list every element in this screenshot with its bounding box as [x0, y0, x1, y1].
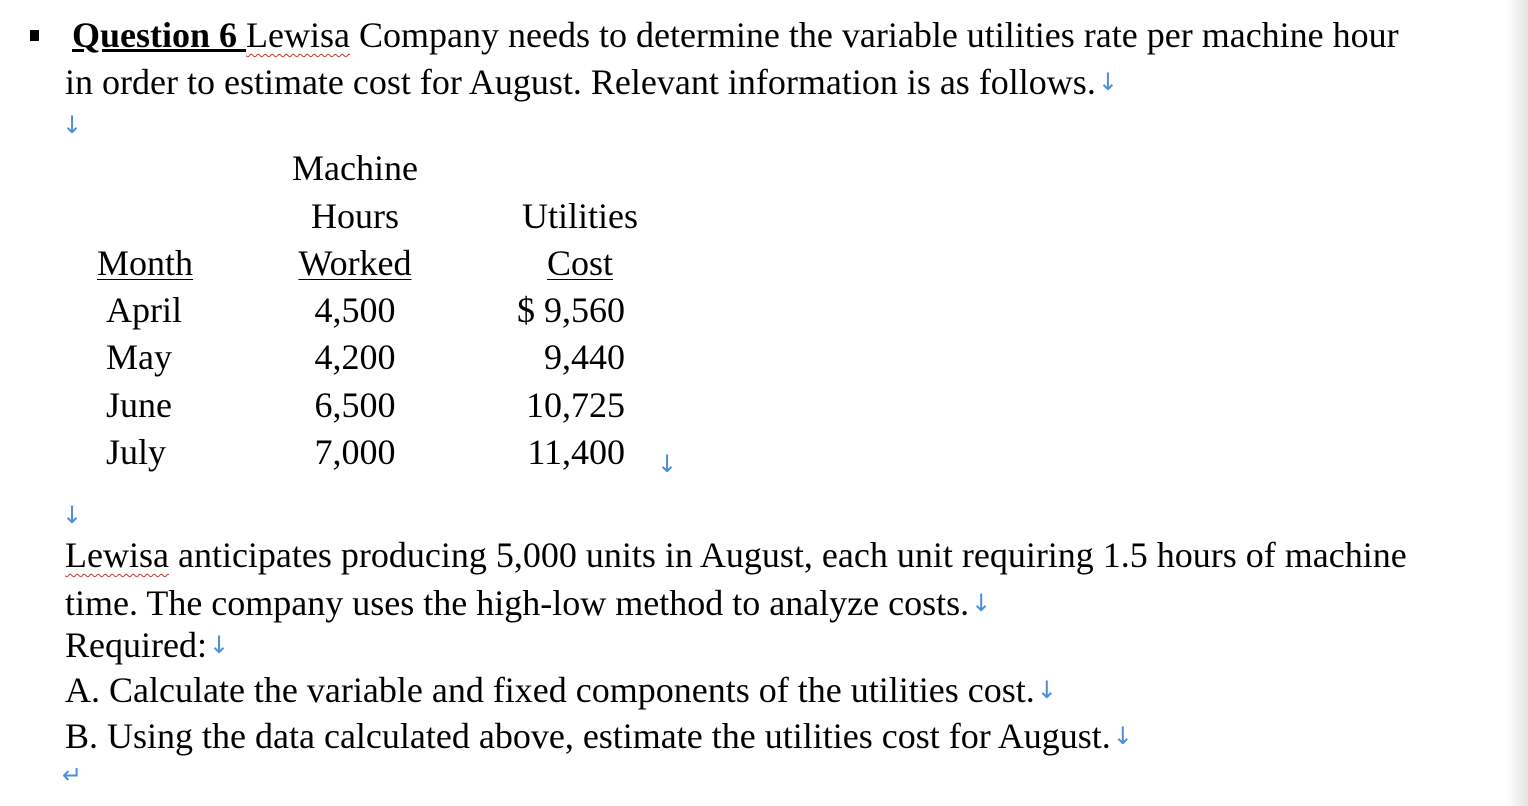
table-row-cost: 9,440: [544, 337, 625, 377]
bullet-square: [30, 30, 39, 41]
header-hours-line3: Worked: [298, 243, 412, 283]
paragraph-mark-icon: ↓: [62, 501, 83, 529]
question-title: Question 6: [72, 15, 238, 55]
paragraph-mark-icon: ↓: [1112, 722, 1133, 750]
header-utilities-line1: Utilities: [522, 196, 638, 236]
header-hours-line1: Machine: [292, 148, 418, 188]
question-line-2: [65, 61, 1118, 103]
table-row-cost: 10,725: [526, 385, 625, 425]
paragraph-mark-icon: ↓: [971, 589, 992, 617]
part-a-text: A. Calculate the variable and fixed components of the utilities cost.: [65, 670, 1035, 710]
table-row-hours: 4,200: [314, 337, 396, 377]
table-row-month: June: [106, 385, 172, 425]
paragraph-mark-icon: ↓: [657, 450, 678, 478]
table-row-month: July: [106, 432, 167, 472]
body-line-2-text: time. The company uses the high-low method to analyze costs.: [65, 583, 970, 623]
table-row-month: May: [106, 337, 172, 377]
title-underline-space: [237, 15, 246, 55]
table-row-cost: $ 9,560: [517, 290, 625, 330]
required-heading: [65, 622, 229, 668]
part-a: [65, 667, 1057, 713]
header-hours-line2: Hours: [311, 196, 399, 236]
paragraph-mark-icon: ↓: [1097, 68, 1118, 96]
header-month: Month: [97, 243, 194, 283]
part-b-text: B. Using the data calculated above, estimate the utilities cost for August.: [65, 716, 1111, 756]
paragraph-mark-icon: ↓: [208, 631, 230, 659]
return-mark-icon: ↵: [62, 761, 83, 789]
body-line-2: [65, 580, 991, 626]
body-line-1: [65, 532, 1407, 578]
table-row-cost: 11,400: [527, 432, 625, 472]
paragraph-mark-icon: ↓: [1036, 676, 1057, 704]
table-row-month: April: [106, 290, 182, 330]
question-line-1: [72, 14, 1399, 56]
required-label: Required:: [65, 625, 207, 665]
question-line-2-text: in order to estimate cost for August. Relevant information is as follows.: [65, 62, 1096, 102]
part-b: [65, 713, 1133, 759]
question-line-1-text: Company needs to determine the variable utilities rate per machine hour: [350, 15, 1399, 55]
company-name: Lewisa: [246, 15, 350, 55]
header-utilities-line2: Cost: [546, 243, 614, 283]
company-name: Lewisa: [65, 535, 169, 575]
table-row-hours: 7,000: [314, 432, 396, 472]
table-row-hours: 4,500: [314, 290, 396, 330]
body-line-1-text: anticipates producing 5,000 units in August, each unit requiring 1.5 hours of machine: [168, 535, 1407, 575]
table-row-hours: 6,500: [314, 385, 396, 425]
paragraph-mark-icon: ↓: [62, 111, 83, 139]
page-edge-shadow: [1506, 0, 1528, 806]
